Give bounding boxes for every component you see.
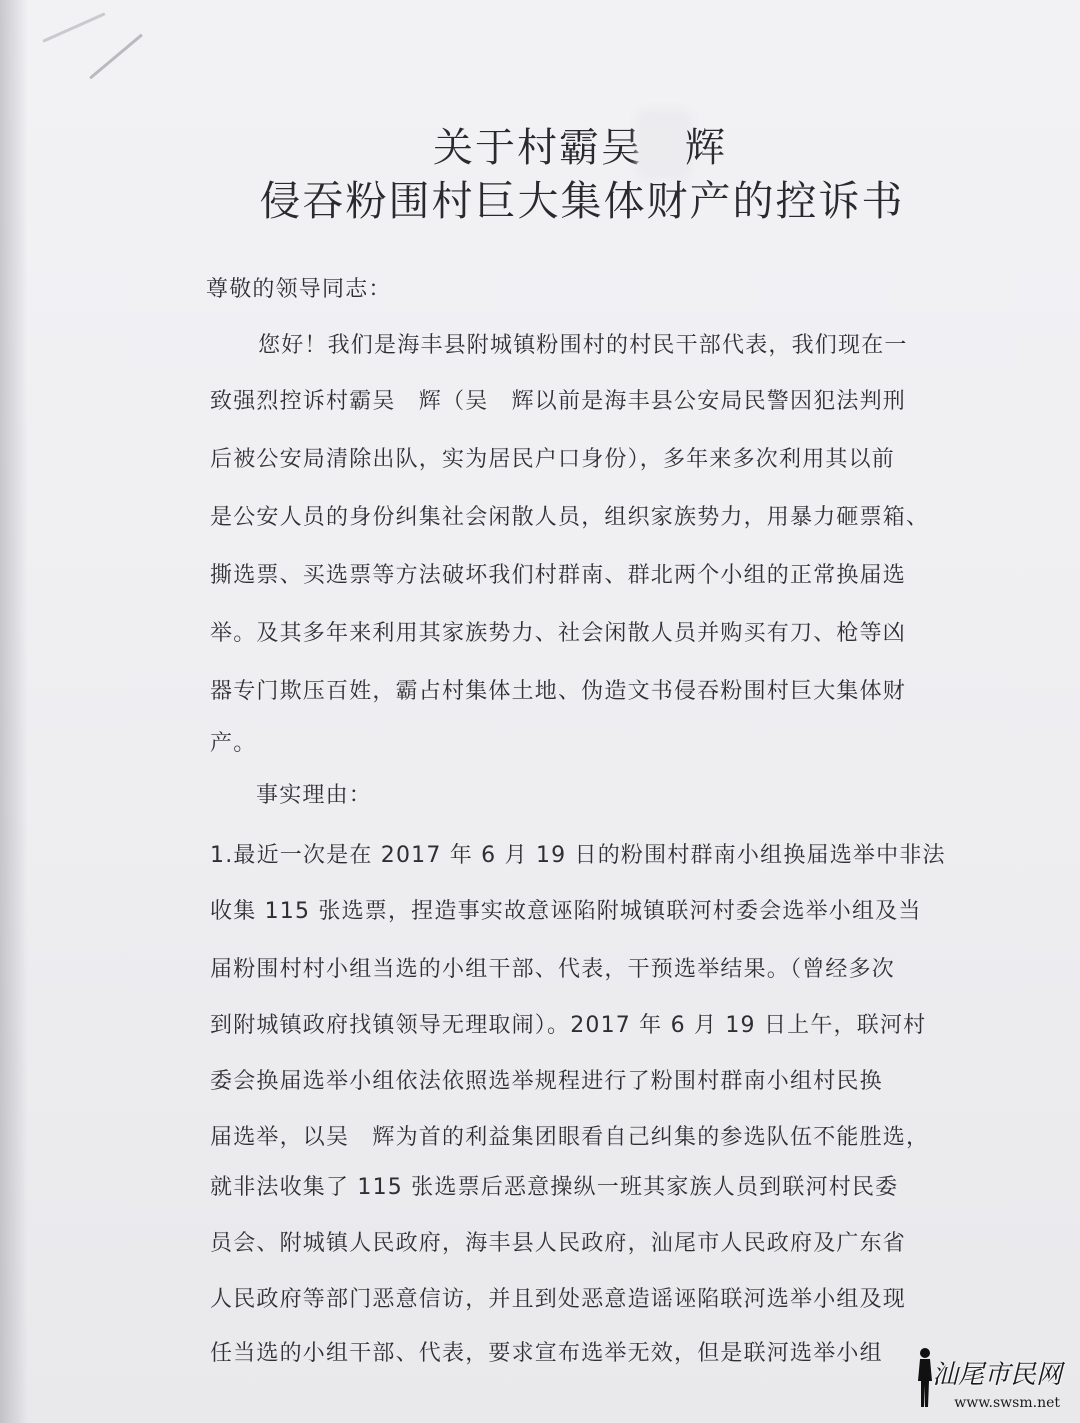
title-line-1 [40,116,1080,173]
body-line: 后被公安局清除出队，实为居民户口身份），多年来多次利用其以前 [210,447,896,472]
body-line: 收集 115 张选票，捏造事实故意诬陷附城镇联河村委会选举小组及当 [210,899,922,924]
body-line: 就非法收集了 115 张选票后恶意操纵一班其家族人员到联河村民委 [210,1175,899,1200]
pen-mark [89,33,143,79]
body-line: 届粉围村村小组当选的小组干部、代表，干预选举结果。（曾经多次 [210,957,896,982]
site-watermark [912,1345,1072,1415]
title-line-1-start: 关于村霸吴 [433,125,643,171]
title-line-1-end: 辉 [685,125,727,171]
watermark-url: www.swsm.net [954,1395,1060,1411]
title-line-2: 侵吞粉围村巨大集体财产的控诉书 [259,177,905,225]
pen-mark [42,12,105,42]
body-line: 您好！我们是海丰县附城镇粉围村的村民干部代表，我们现在一 [258,333,908,358]
page-edge-shadow [0,0,28,1423]
body-line: 任当选的小组干部、代表，要求宣布选举无效，但是联河选举小组 [210,1341,883,1366]
body-line: 尊敬的领导同志： [206,277,392,302]
body-line: 致强烈控诉村霸吴 辉（吴 辉以前是海丰县公安局民警因犯法判刑 [210,389,907,414]
body-line: 是公安人员的身份纠集社会闲散人员，组织家族势力，用暴力砸票箱、 [210,505,930,530]
body-line: 举。及其多年来利用其家族势力、社会闲散人员并购买有刀、枪等凶 [210,621,907,646]
body-line: 人民政府等部门恶意信访，并且到处恶意造谣诬陷联河选举小组及现 [210,1287,907,1312]
section-heading: 事实理由： [256,783,373,808]
body-line: 产。 [210,731,257,756]
body-line: 届选举，以吴 辉为首的利益集团眼看自己纠集的参选队伍不能胜选， [210,1125,930,1150]
body-line: 到附城镇政府找镇领导无理取闹）。2017 年 6 月 19 日上午，联河村 [210,1013,927,1038]
body-line: 员会、附城镇人民政府，海丰县人民政府，汕尾市人民政府及广东省 [210,1231,907,1256]
redacted-name [643,116,685,173]
body-line: 1.最近一次是在 2017 年 6 月 19 日的粉围村群南小组换届选举中非法 [210,843,946,868]
body-line: 器专门欺压百姓，霸占村集体土地、伪造文书侵吞粉围村巨大集体财 [210,679,907,704]
body-line: 委会换届选举小组依法依照选举规程进行了粉围村群南小组村民换 [210,1069,883,1094]
watermark-name: 汕尾市民网 [931,1360,1062,1390]
body-line: 撕选票、买选票等方法破坏我们村群南、群北两个小组的正常换届选 [210,563,907,588]
